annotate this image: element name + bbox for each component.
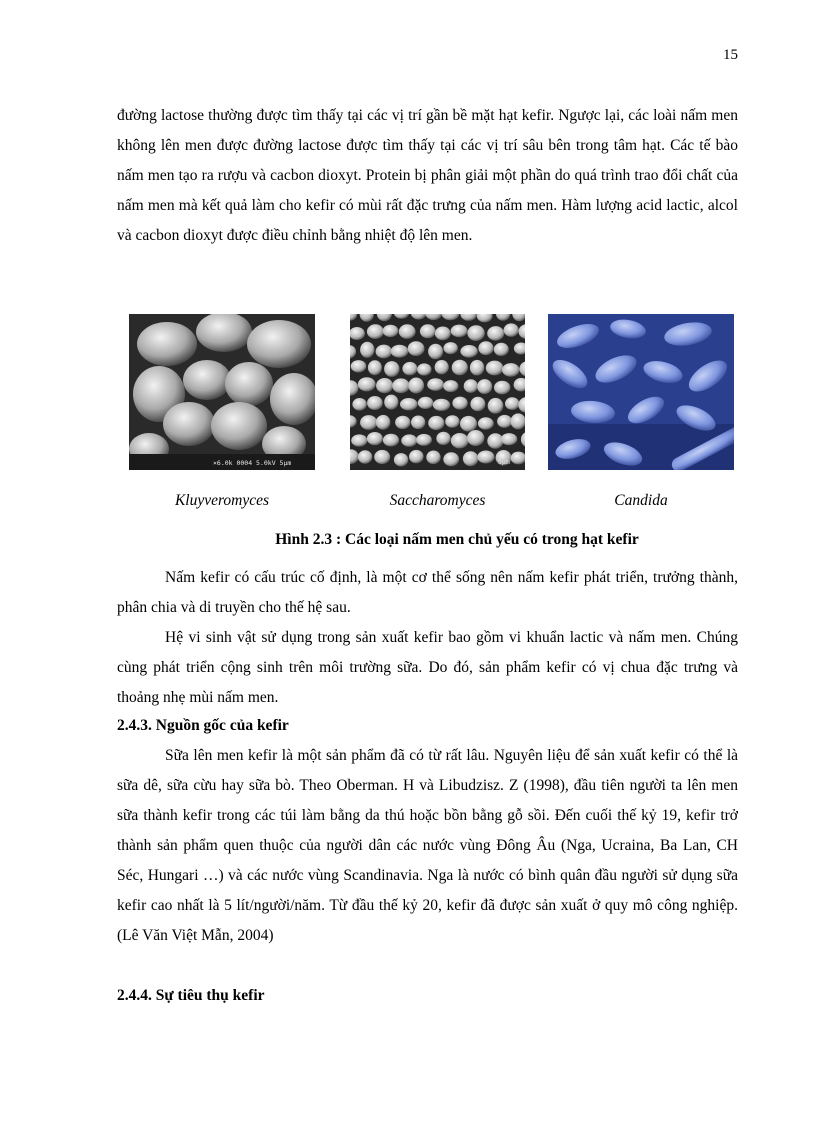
yeast-cell: [408, 378, 424, 394]
yeast-cell: [435, 360, 449, 374]
yeast-cell: [444, 342, 458, 354]
yeast-cell: [451, 433, 469, 448]
paragraph-structure: Nấm kefir có cấu trúc cố định, là một cơ thể sống nên nấm kefir phát triển, trưởng thành, phân chia và di truyền cho thế hệ sau.: [117, 569, 738, 616]
paragraph-origin: Sữa lên men kefir là một sản phẩm đã có từ rất lâu. Nguyên liệu để sản xuất kefir có thể là sữa dê, sữa cừu hay sữa bò. Theo Oberman. H và Libudzisz. Z (1998), đầu tiên người ta lên men sữa thành kefir trong các túi làm bằng da thú hoặc bồn bằng gỗ sồi. Đến cuối thế kỷ 19, kefir trở thành sản phẩm quen thuộc của người dân các nước vùng Đông Âu (Nga, Ucraina, Ba Lan, CH Séc, Hungari …) và các nước vùng Scandinavia. Nga là nước có bình quân đầu người sử dụng sữa kefir cao nhất là 5 lít/người/năm. Từ đầu thế kỷ 20, kefir đã được sản xuất ở quy mô công nghiệp.(Lê Văn Việt Mẫn, 2004): [117, 747, 738, 944]
yeast-cell: [460, 345, 477, 358]
yeast-cell: [436, 432, 450, 445]
yeast-cell: [374, 450, 390, 464]
candida-image: [548, 314, 734, 470]
paragraph-microorganisms: Hệ vi sinh vật sử dụng trong sản xuất kefir bao gồm vi khuẩn lactic và nấm men. Chúng cùng phát triển cộng sinh trên môi trường sữa. Do đó, sản phẩm kefir có vị chua đặc trưng và thoảng nhẹ mùi nấm men.: [117, 629, 738, 706]
yeast-cell: [497, 415, 512, 428]
yeast-cell: [392, 378, 410, 393]
yeast-cell: [460, 416, 477, 432]
yeast-cell: [367, 396, 383, 410]
yeast-cell: [477, 451, 494, 464]
yeast-cell: [494, 381, 510, 395]
caption-candida: Candida: [614, 492, 668, 509]
yeast-cell: [409, 450, 424, 463]
yeast-cell: [399, 324, 416, 339]
yeast-cell: [501, 433, 517, 445]
yeast-cell: [428, 416, 444, 430]
yeast-cell: [402, 362, 417, 375]
yeast-cell: [428, 344, 443, 359]
section-heading-origin: 2.4.3. Nguồn gốc của kefir: [117, 717, 289, 734]
yeast-cell: [443, 380, 458, 392]
yeast-cell: [351, 360, 367, 372]
paragraph-intro: đường lactose thường được tìm thấy tại các vị trí gần bề mặt hạt kefir. Ngược lại, các loài nấm men không lên men được đường lactose được tìm thấy tại các vị trí sâu bên trong tâm hạt. Các tế bào nấm men tạo ra rượu và cacbon dioxyt. Protein bị phân giải một phần do quá trình trao đổi chất của nấm men mà kết quả làm cho kefir có mùi rất đặc trưng của nấm men. Hàm lượng acid lactic, alcol và cacbon dioxyt được điều chỉnh bằng nhiệt độ lên men.: [117, 107, 738, 244]
yeast-cell: [358, 450, 372, 463]
yeast-cell: [467, 325, 484, 341]
saccharomyces-image: [350, 314, 525, 470]
yeast-cell: [504, 323, 519, 336]
yeast-cell: [408, 341, 425, 356]
yeast-cell: [478, 417, 494, 429]
yeast-cell: [451, 325, 468, 338]
yeast-cell: [477, 379, 492, 394]
caption-saccharomyces: Saccharomyces: [389, 492, 486, 509]
yeast-cell: [433, 399, 450, 411]
yeast-cell: [367, 432, 383, 445]
yeast-cell: [394, 453, 408, 466]
yeast-cell: [452, 360, 468, 376]
yeast-cell: [445, 415, 459, 428]
yeast-cell: [376, 378, 393, 393]
saccharomyces-scale-text: 5µm: [498, 458, 510, 466]
yeast-cell: [478, 341, 493, 355]
yeast-cell: [487, 326, 504, 341]
yeast-cell: [400, 398, 418, 410]
yeast-cell: [452, 397, 467, 410]
yeast-cell: [470, 360, 484, 376]
yeast-cell: [383, 325, 399, 337]
yeast-cell: [351, 434, 367, 446]
yeast-cell: [376, 415, 391, 430]
yeast-cell: [427, 378, 444, 391]
yeast-cell: [416, 434, 432, 446]
yeast-cell: [417, 363, 431, 375]
yeast-cell: [367, 324, 384, 339]
figure-title: Hình 2.3 : Các loại nấm men chủ yếu có trong hạt kefir: [275, 531, 639, 548]
yeast-cell: [488, 398, 504, 414]
section-heading-consumption: 2.4.4. Sự tiêu thụ kefir: [117, 987, 265, 1004]
yeast-cell: [505, 397, 519, 410]
yeast-figure: [0, 314, 816, 472]
yeast-cell: [383, 434, 399, 447]
yeast-cell: [463, 451, 478, 466]
yeast-cell: [401, 434, 417, 446]
yeast-cell: [395, 416, 410, 429]
yeast-cell: [486, 361, 504, 376]
yeast-cell: [384, 361, 399, 377]
yeast-cell: [418, 397, 434, 409]
kluyveromyces-scale-text: ×6.0k 0004 5.0kV 5µm: [213, 459, 292, 467]
yeast-cell: [358, 377, 376, 391]
yeast-cell: [470, 397, 485, 412]
caption-kluyveromyces: Kluyveromyces: [174, 492, 270, 509]
yeast-cell: [376, 345, 392, 359]
yeast-cell: [502, 363, 520, 377]
yeast-cell: [464, 379, 478, 393]
yeast-cell: [360, 415, 377, 430]
yeast-cell: [467, 430, 484, 446]
yeast-cell: [391, 345, 409, 358]
yeast-cell: [360, 342, 374, 358]
yeast-cell: [352, 398, 366, 411]
yeast-cell: [384, 395, 398, 410]
yeast-cell: [443, 452, 459, 466]
yeast-cell: [435, 327, 451, 341]
yeast-cell: [368, 360, 382, 375]
yeast-cell: [426, 451, 440, 465]
page-number: 15: [723, 47, 738, 63]
kluyveromyces-image: [129, 314, 315, 470]
yeast-cell: [494, 343, 509, 356]
yeast-cell: [420, 324, 436, 338]
yeast-cell: [411, 416, 425, 430]
yeast-cell: [487, 433, 503, 449]
